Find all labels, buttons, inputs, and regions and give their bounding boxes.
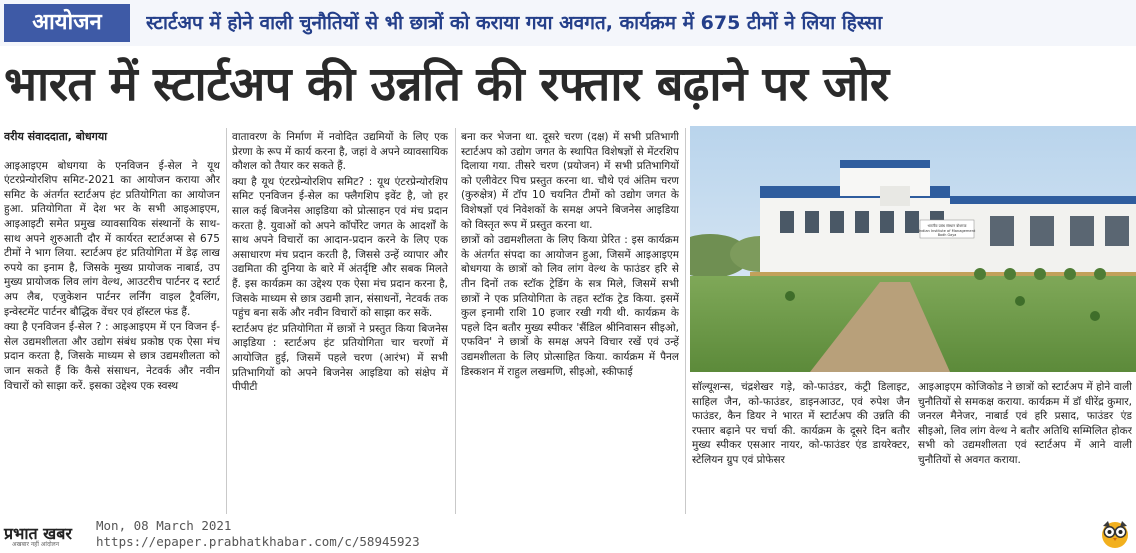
paragraph: आइआइएम बोधगया के एनविजन ई-सेल ने यूथ एंटरप्रेन्योरशिप समिट-2021 का आयोजन कराया और समिट के अंतर्गत स्टार्टअप हंट प्रतियोगिता का आयोजन हुआ. प्रतियोगिता में देश भर के सभी आइआइएम, आइआइटी समेत प्रमुख व्यावसायिक संस्थानों के साथ-साथ अपने शुरुआती दौर में कार्यरत स्टार्टअप्स से 675 टीमों ने भाग लिया. स्टार्टअप हंट प्रतियोगिता में डेढ़ लाख रुपये का इनाम है, जिसके मुख्य प्रायोजक नाबार्ड, उप मुख्य प्रायोजक लिव लांग वेल्थ, आउटरीच पार्टनर द स्टार्ट अप लैब, एजुकेशन पार्टनर लर्निंग वाइल ट्रैवलिंग, इन्वेस्टमेंट पार्टनर बौद्धिक वेंचर एवं हॉस्टल फंड हैं. (4, 159, 220, 318)
paragraph: छात्रों को उद्यमशीलता के लिए किया प्रेरित : इस कार्यक्रम के अंतर्गत संपदा का आयोजन हुआ, जिसमें आइआइएम बोधगया के छात्रों को लिव लांग वेल्थ के फाउंडर हरि से तीन दिनों तक स्टॉक ट्रेडिंग के सत्र मिले, जिसमें सभी छात्रों ने एक प्रतियोगिता के तहत स्टॉक ट्रेड किया. इसमें कुल इनामी राशि 10 हजार रखी गयी थी. कार्यक्रम के पहले दिन बतौर मुख्य स्पीकर 'सैंडिल श्रीनिवासन सीइओ, एफविन' ने छात्रों के समक्ष अपने विचार रखें एवं उन्हें उद्यमशीलता के लिए प्रोत्साहित किया. कार्यक्रम में पैनल डिस्कशन में राहुल लखमणि, सीइओ, स्कीफाई (461, 234, 679, 378)
article-column-5 (918, 380, 1132, 514)
paragraph: सॉल्यूशन्स, चंद्रशेखर गड़े, को-फाउंडर, कंट्री डिलाइट, साहिल जैन, को-फाउंडर, डाइनआउट, एवं रुपेश जैन फाउंडर, कैन डियर ने भारत में स्टार्टअप की उन्नति की रफ्तार बढ़ाने पर चर्चा की. कार्यक्रम के दूसरे दिन बतौर मुख्य स्पीकर एसआर नायर, को-फाउंडर एंड डायरेक्टर, स्टेलियन ग्रुप एवं प्रोफेसर (692, 381, 910, 466)
article-column-1 (4, 130, 220, 514)
article-column-4 (692, 380, 910, 514)
column-divider (685, 128, 686, 514)
edition-date: Mon, 08 March 2021 (96, 518, 232, 533)
paragraph: आइआइएम कोजिकोड ने छात्रों को स्टार्टअप में होने वाली चुनौतियों से समकक्ष कराया. कार्यक्रम में डॉ धीरेंद्र कुमार, जनरल मैनेजर, नाबार्ड एवं हरि प्रसाद, फाउंडर एंड सीइओ, लिव लांग वेल्थ ने बतौर अतिथि सम्मिलित होकर सभी को उद्यमशीलता एवं स्टार्टअप में आने वाली चुनौतियों से अवगत कराया. (918, 381, 1132, 466)
section-kicker: आयोजन (4, 4, 130, 42)
headline: भारत में स्टार्टअप की उन्नति की रफ्तार बढ़ाने पर जोर (4, 57, 889, 112)
sign-text: Bodh Gaya (937, 233, 957, 237)
subheadline: स्टार्टअप में होने वाली चुनौतियों से भी छात्रों को कराया गया अवगत, कार्यक्रम में 675 टीमों ने लिया हिस्सा (146, 12, 883, 34)
paragraph: स्टार्टअप हंट प्रतियोगिता में छात्रों ने प्रस्तुत किया बिजनेस आइडिया : स्टार्टअप हंट प्रतियोगिता चार चरणों में आयोजित हुई, जिसमें पहले चरण (आरंभ) में सभी प्रतिभागियों को अपने बिजनेस आइडिया को संक्षेप में पीपीटी (232, 322, 448, 394)
owl-icon[interactable] (1098, 516, 1132, 550)
campus-photo (690, 126, 1136, 372)
epaper-link[interactable]: https://epaper.prabhatkhabar.com/c/58945923 (96, 534, 420, 549)
paragraph: क्या है यूथ एंटरप्रेन्योरशिप समिट? : यूथ एंटरप्रेन्योरशिप समिट एनविजन ई-सेल का फ्लैगशिप इवेंट है, जो हर साल कई बिजनेस आइडिया को प्रोत्साहन एवं मंच प्रदान करता है. युवाओं को अपने कॉर्पोरेट जगत के आदर्शों के साथ अपने विचारों का आदान-प्रदान करने के लिए एक असाधारण मंच प्रदान करती है, जिससे उन्हें व्यापार और उद्यमिता की दुनिया के बारे में अंतर्दृष्टि और सबक मिलते हैं. इस कार्यक्रम का उद्देश्य एक ऐसा मंच प्रदान करना है, जिसके माध्यम से छात्र उद्यमी ज्ञान, संसाधनों, नेटवर्क तक पहुंच बना सकें और नवीन विचारों को साझा कर सकें. (232, 175, 448, 320)
logo-text: प्रभात खबर (4, 524, 72, 543)
article-column-3 (461, 130, 679, 514)
article-column-2 (232, 130, 448, 514)
paragraph: क्या है एनविजन ई-सेल ? : आइआइएम में एन विजन ई-सेल उद्यमशीलता और उद्योग संबंध प्रकोष्ठ एक ऐसा मंच प्रदान करता है, जिसके माध्यम से छात्र उद्यमशीलता को जान सकते हैं कि कैसे संसाधन, नेटवर्क और नवीन विचारों को साझा करें. इसका उद्देश्य एक स्वस्थ (4, 321, 220, 392)
column-divider (226, 128, 227, 514)
sign-text: भारतीय प्रबंध संस्थान बोधगया (927, 224, 967, 228)
paragraph: वातावरण के निर्माण में नवोदित उद्यमियों के लिए एक प्रेरणा के रूप में कार्य करना है, जहां वे अपने व्यावसायिक कौशल को तैयार कर सकते हैं. (232, 131, 448, 173)
paragraph: बना कर भेजना था. दूसरे चरण (दक्ष) में सभी प्रतिभागी स्टार्टअप को उद्योग जगत के स्थापित विशेषज्ञों से मेंटरशिप दिलाया गया. तीसरे चरण (प्रयोजन) में सभी प्रतिभागियों को एलीवेटर पिच प्रस्तुत करना था. चौथे एवं अंतिम चरण (कुरुक्षेत्र) में टॉप 10 चयनित टीमों को उद्योग जगत के विशेषज्ञों एवं निवेशकों के समक्ष अपने बिजनेस आइडिया को विस्तृत रूप में प्रस्तुत करना था. (461, 131, 679, 231)
sign-text: Indian Institute of Management (918, 229, 976, 233)
byline: वरीय संवाददाता, बोधगया (4, 130, 108, 143)
column-divider (455, 128, 456, 514)
logo-tagline: अखबार नहीं आंदोलन (12, 541, 60, 548)
newspaper-logo (4, 522, 90, 548)
